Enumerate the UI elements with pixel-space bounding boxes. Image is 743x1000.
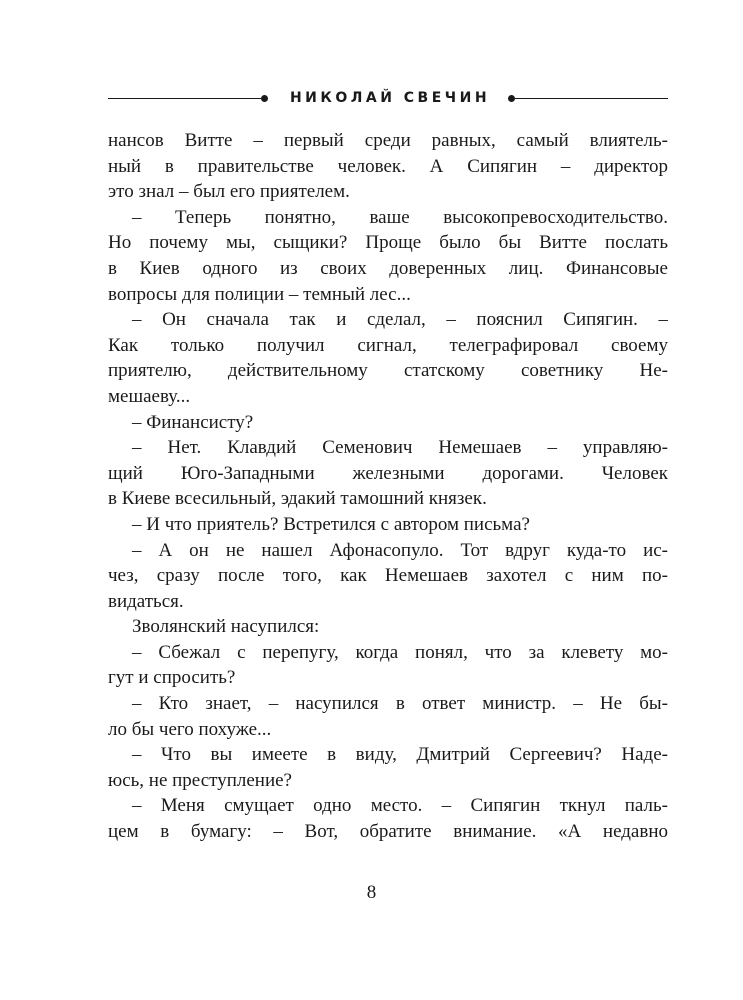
text-line: приятелю, действительному статскому советнику Не- xyxy=(108,360,668,382)
text-line: нансов Витте – первый среди равных, самый влиятель- xyxy=(108,130,668,151)
text-line: вопросы для полиции – темный лес... xyxy=(108,283,411,305)
text-line: это знал – был его приятелем. xyxy=(108,181,350,203)
text-line: чез, сразу после того, как Немешаев захотел с ним по- xyxy=(108,565,668,587)
page-number: 8 xyxy=(366,882,377,903)
text-line: Зволянский насупился: xyxy=(132,616,320,638)
text-line: мешаеву... xyxy=(108,385,191,407)
text-line: – А он не нашел Афонасопуло. Тот вдруг куда-то ис- xyxy=(132,539,668,561)
text-line: – Теперь понятно, ваше высокопревосходительство. xyxy=(132,206,668,228)
header-rule-right xyxy=(515,98,668,99)
text-line: цем в бумагу: – Вот, обратите внимание. «А недавно xyxy=(108,821,668,843)
text-line: видаться. xyxy=(108,590,184,612)
text-line: Как только получил сигнал, телеграфировал своему xyxy=(108,334,668,356)
text-line: Но почему мы, сыщики? Проще было бы Витте послать xyxy=(108,232,668,254)
text-line: – И что приятель? Встретился с автором письма? xyxy=(132,513,530,535)
text-line: гут и спросить? xyxy=(108,667,236,689)
text-line: – Он сначала так и сделал, – пояснил Сипягин. – xyxy=(132,309,668,331)
header-rule-left xyxy=(108,98,261,99)
text-line: – Меня смущает одно место. – Сипягин ткнул паль- xyxy=(132,795,668,817)
text-line: – Кто знает, – насупился в ответ министр. – Не бы- xyxy=(132,693,668,715)
body-text xyxy=(108,128,668,845)
text-line: в Киев одного из своих доверенных лиц. Финансовые xyxy=(108,257,668,279)
text-line: – Что вы имеете в виду, Дмитрий Сергеевич? Наде- xyxy=(132,744,668,766)
text-line: щий Юго-Западными железными дорогами. Человек xyxy=(108,462,668,484)
text-line: – Финансисту? xyxy=(132,411,254,433)
text-line: ный в правительстве человек. А Сипягин – директор xyxy=(108,155,668,177)
running-header-author: НИКОЛАЙ СВЕЧИН xyxy=(289,90,491,106)
text-line: – Нет. Клавдий Семенович Немешаев – управляю- xyxy=(132,437,668,459)
running-header xyxy=(108,84,668,112)
header-dot-right xyxy=(508,95,515,102)
text-line: ло бы чего похуже... xyxy=(108,718,272,740)
text-line: – Сбежал с перепугу, когда понял, что за клевету мо- xyxy=(132,641,668,663)
header-dot-left xyxy=(261,95,268,102)
text-line: юсь, не преступление? xyxy=(108,769,292,791)
text-line: в Киеве всесильный, эдакий тамошний князек. xyxy=(108,488,487,510)
